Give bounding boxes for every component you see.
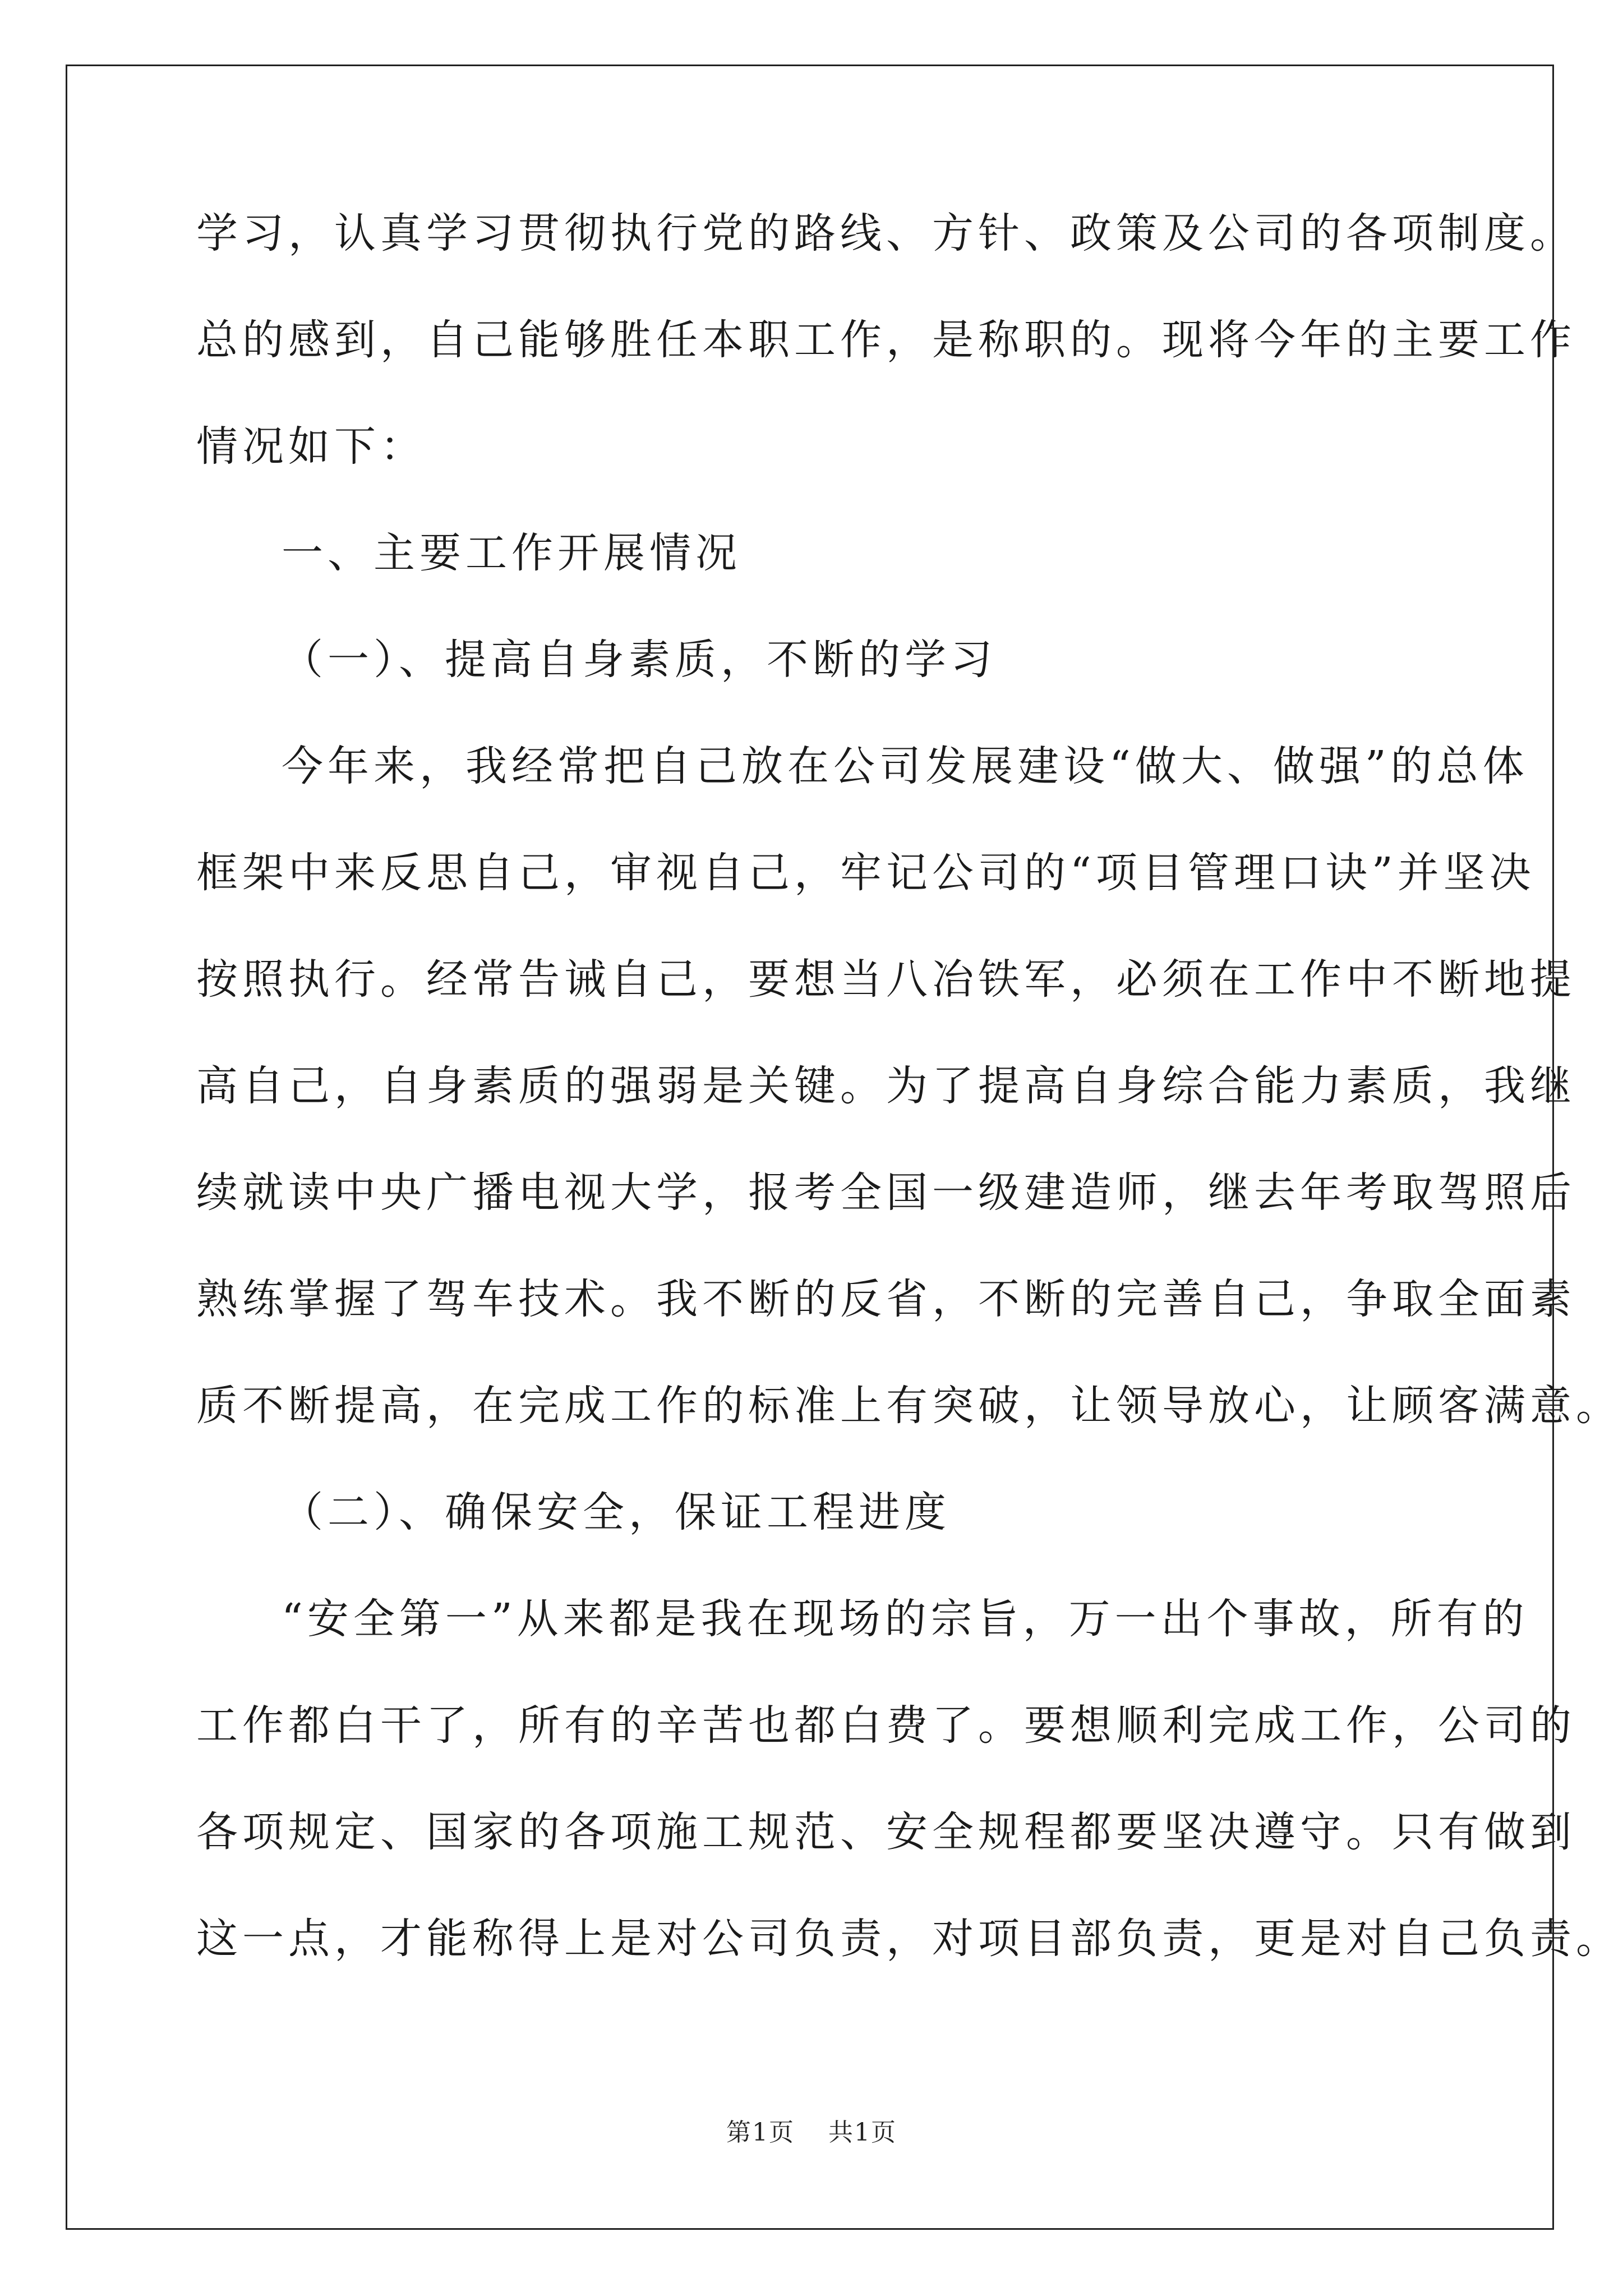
- paragraph-line: “安全第一”从来都是我在现场的宗旨，万一出个事故，所有的: [282, 1595, 1529, 1643]
- section-heading: 一、主要工作开展情况: [282, 529, 741, 577]
- document-body: [196, 200, 1622, 2012]
- subsection-heading: （一）、提高自身素质，不断的学习: [282, 636, 997, 684]
- paragraph-line: 总的感到，自己能够胜任本职工作，是称职的。现将今年的主要工作: [196, 316, 1576, 364]
- paragraph-line: 今年来，我经常把自己放在公司发展建设“做大、做强”的总体: [282, 742, 1529, 790]
- paragraph-line: 框架中来反思自己，审视自己，牢记公司的“项目管理口诀”并坚决: [196, 849, 1536, 897]
- paragraph-line: 续就读中央广播电视大学，报考全国一级建造师，继去年考取驾照后: [196, 1168, 1576, 1217]
- subsection-heading: （二）、确保安全，保证工程进度: [282, 1488, 951, 1536]
- paragraph-line: 熟练掌握了驾车技术。我不断的反省，不断的完善自己，争取全面素: [196, 1275, 1576, 1323]
- paragraph-line: 高自己，自身素质的强弱是关键。为了提高自身综合能力素质，我继: [196, 1062, 1576, 1110]
- paragraph-line: 情况如下：: [196, 422, 426, 471]
- paragraph-line: 学习，认真学习贯彻执行党的路线、方针、政策及公司的各项制度。: [196, 209, 1576, 257]
- paragraph-line: 这一点，才能称得上是对公司负责，对项目部负责，更是对自己负责。: [196, 1915, 1622, 1963]
- paragraph-line: 按照执行。经常告诫自己，要想当八冶铁军，必须在工作中不断地提: [196, 955, 1576, 1004]
- paragraph-line: 工作都白干了，所有的辛苦也都白费了。要想顺利完成工作，公司的: [196, 1701, 1576, 1750]
- paragraph-line: 质不断提高，在完成工作的标准上有突破，让领导放心，让顾客满意。: [196, 1382, 1622, 1430]
- page-number: 第1页: [726, 2118, 795, 2147]
- page-total: 共1页: [828, 2118, 897, 2147]
- page-footer: [0, 2112, 1623, 2148]
- paragraph-line: 各项规定、国家的各项施工规范、安全规程都要坚决遵守。只有做到: [196, 1808, 1576, 1856]
